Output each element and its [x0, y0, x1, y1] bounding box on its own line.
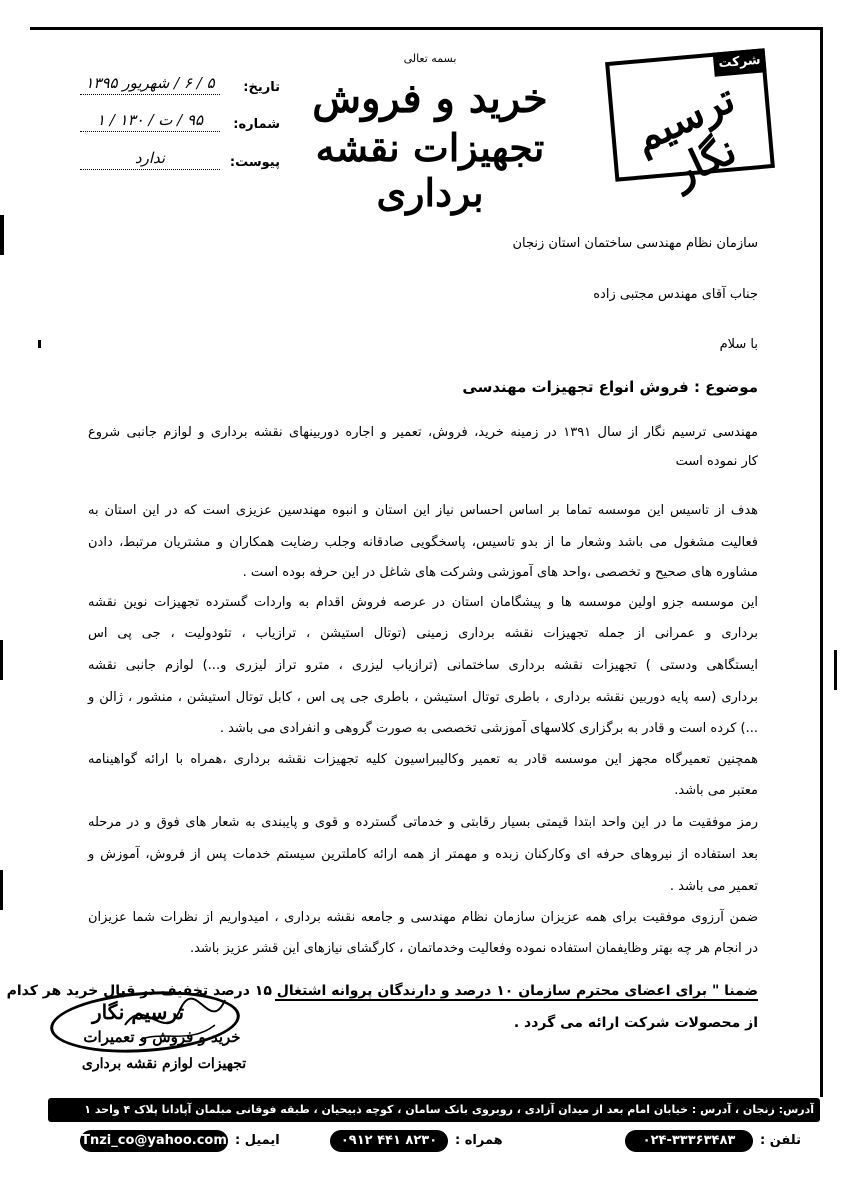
right-border-line: [820, 27, 823, 1097]
paragraph-line: هدف از تاسیس این موسسه تماما بر اساس احساس نیاز این استان و انبوه مهندسین عزیزی است که در این استان به: [88, 503, 758, 518]
paragraph-line: در انجام هر چه بهتر وظایفمان استفاده نموده وفعالیت وخدماتمان ، کارگشای نیازهای این قشر عزیز باشد.: [189, 941, 758, 956]
discount-note: از محصولات شرکت ارائه می گردد .: [513, 1015, 758, 1031]
paragraph-line: کار نموده است: [675, 454, 758, 469]
paragraph-line: رمز موفقیت ما در این واحد ابتدا قیمتی بسیار رقابتی و خدماتی گسترده و قوی و پایبندی به شعار های فوق و در مرحله: [88, 815, 758, 830]
letterhead-subtitle: تجهیزات نقشه برداری: [315, 125, 545, 215]
paragraph-line: مهندسی ترسیم نگار از سال ۱۳۹۱ در زمینه خرید، فروش، تعمیر و اجاره دوربینهای نقشه برداری و لوازم جانبی شروع: [88, 425, 758, 440]
letterhead-title: خرید و فروش: [312, 75, 548, 122]
footer-contacts: [0, 1130, 848, 1154]
phone-number: ۰۲۴-۳۳۳۶۳۴۸۳: [625, 1130, 753, 1152]
number-label: شماره:: [233, 117, 280, 132]
paragraph-line: ایستگاهی ودستی ) تجهیزات نقشه برداری ساختمانی (ترازیاب لیزری ، مترو تراز لیزری و...) لوازم جانبی نقشه: [88, 658, 758, 673]
signature: [120, 985, 230, 1055]
paragraph-line: فعالیت مشغول می باشد وشعار ما از بدو تاسیس، پاسخگویی صادقانه وجلب رضایت همکاران و مشتریان مرتبط، دادن: [88, 535, 758, 550]
paragraph-line: تعمیر می باشد .: [669, 879, 758, 894]
paragraph-line: ضمن آرزوی موفقیت برای همه عزیزان سازمان نظام مهندسی و جامعه نقشه برداری ، امیدواریم از نظرات شما عزیزان: [88, 910, 758, 925]
scan-edge-mark: [834, 650, 837, 690]
greeting: با سلام: [719, 337, 758, 352]
stamp-line: تجهیزات لوازم نقشه برداری: [81, 1056, 247, 1072]
company-logo: [605, 48, 775, 197]
top-border-line: [30, 27, 820, 30]
paragraph-line: این موسسه جزو اولین موسسه ها و پیشگامان استان در عرصه فروش اقدام به واردات گسترده تجهیزات نوین نقشه: [88, 595, 758, 610]
letter-subject: موضوع : فروش انواع تجهیزات مهندسی: [462, 378, 758, 396]
recipient-organization: سازمان نظام مهندسی ساختمان استان زنجان: [512, 236, 758, 251]
date-field: [80, 74, 280, 100]
paragraph-line: همچنین تعمیرگاه مجهز این موسسه قادر به تعمیر وکالیبراسیون کلیه تجهیزات نقشه برداری ،همراه با ارائه گواهینامه: [88, 752, 758, 767]
company-logo-corner: شرکت: [713, 48, 767, 76]
date-dotted-line: [80, 94, 220, 95]
bismillah-text: بسمه تعالی: [403, 52, 457, 65]
stamp-name: ترسیم نگار: [92, 1000, 185, 1024]
paragraph-line: مشاوره های صحیح و تخصصی ،واحد های آموزشی وشرکت های شاغل در این حرفه بوده است .: [242, 565, 758, 580]
date-value: ۵ / ۶ / شهریور ۱۳۹۵: [85, 74, 215, 92]
discount-note: ضمنا " برای اعضای محترم سازمان ۱۰ درصد و دارندگان پروانه اشتغال ۱۵ درصد تخفیف در قبال خرید هر کدام: [6, 983, 758, 999]
footer-address-bar: آدرس: زنجان ، آدرس : خیابان امام بعد از میدان آزادی ، روبروی بانک سامان ، کوچه ذبیحیان ، طبقه فوقانی مبلمان آپادانا پلاک ۴ واحد ۱: [48, 1098, 820, 1122]
phone-label: تلفن :: [760, 1133, 801, 1148]
number-dotted-line: [80, 131, 220, 132]
scan-edge-mark: [0, 870, 3, 910]
email-label: ایمیل :: [235, 1133, 280, 1148]
recipient-person: جناب آقای مهندس مجتبی زاده: [593, 287, 758, 302]
stamp-line: خرید و فروش و تعمیرات: [83, 1028, 241, 1046]
email-address: Tnzi_co@yahoo.com: [80, 1130, 228, 1152]
number-field: [80, 111, 280, 137]
mobile-number: ۰۹۱۲ ۴۴۱ ۸۲۳۰: [330, 1130, 448, 1152]
paragraph-line: برداری و عمرانی از جمله تجهیزات نقشه برداری زمینی (توتال استیشن ، ترازیاب ، تئودولیت ، جی پی اس: [88, 626, 758, 641]
paragraph-line: ...) کرده است و قادر به برگزاری کلاسهای آموزشی تخصصی به صورت گروهی و انفرادی می باشد .: [219, 721, 758, 736]
attachment-dotted-line: [80, 169, 220, 170]
scan-edge-mark: [0, 640, 3, 680]
number-value: ۹۵ / ت / ۱۳۰ / ۱: [96, 111, 204, 129]
attachment-value: ندارد: [134, 149, 166, 167]
scan-edge-mark: [0, 215, 4, 255]
paragraph-line: بعد استفاده از نیروهای حرفه ای وکارکنان زبده و مهمتر از همه ارائه کاملترین سیستم خدمات پس از فروش، آموزش و: [88, 847, 758, 862]
attachment-label: پیوست:: [229, 155, 280, 170]
scan-dot-mark: [38, 340, 41, 348]
date-label: تاریخ:: [243, 80, 280, 95]
attachment-field: [80, 149, 280, 175]
company-logo-name: ترسیم نگار: [626, 74, 744, 197]
paragraph-line: برداری (سه پایه دوربین نقشه برداری ، باطری توتال استیشن ، باطری جی پی اس ، کابل توتال استیشن ، منشور ، ژالن و: [88, 690, 758, 705]
mobile-label: همراه :: [455, 1133, 503, 1148]
paragraph-line: معتبر می باشد.: [674, 783, 758, 798]
